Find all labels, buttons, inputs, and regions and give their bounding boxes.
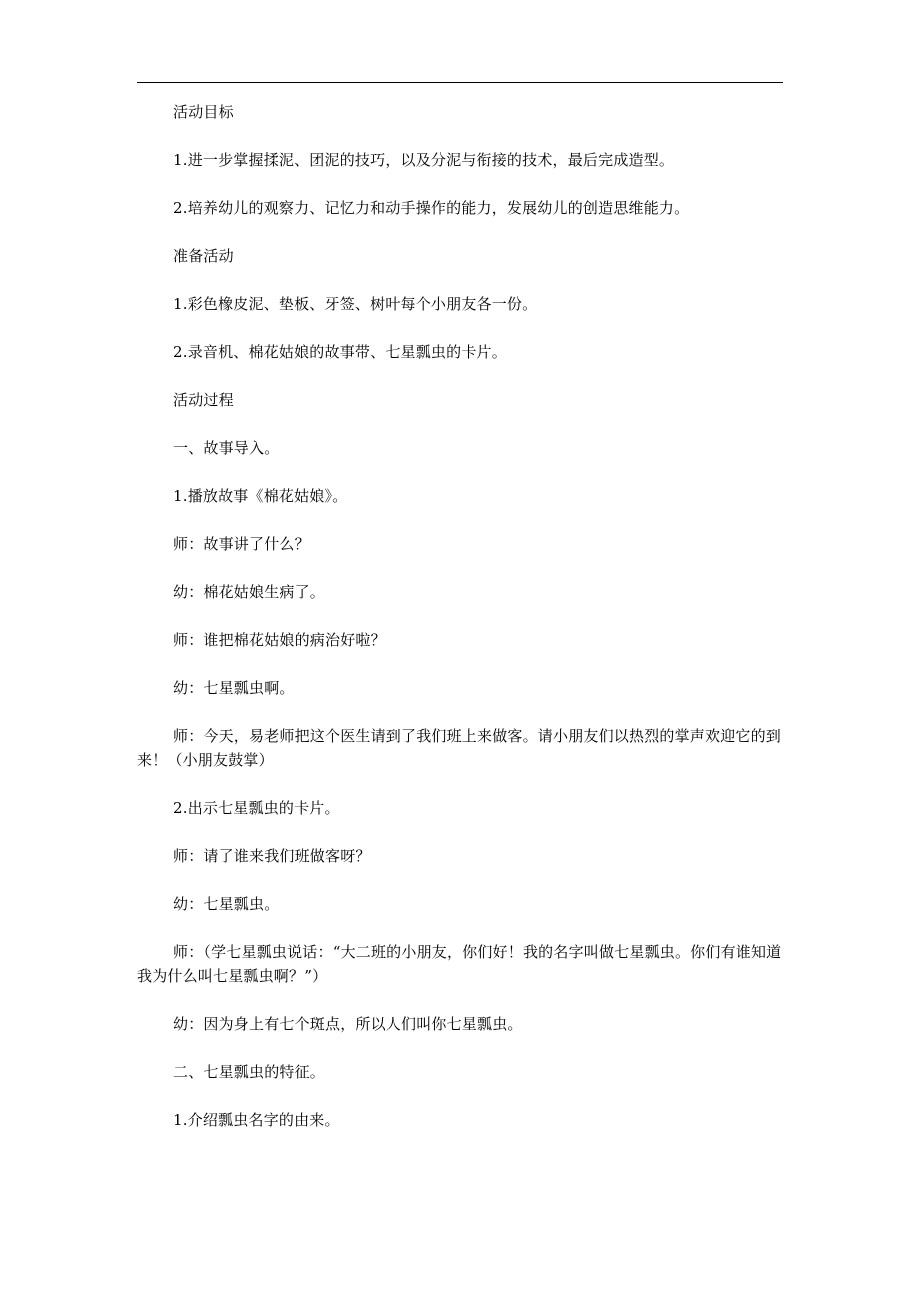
section-heading-preparation: 准备活动: [173, 247, 234, 265]
dialogue-line: 师：请了谁来我们班做客呀？: [173, 847, 371, 865]
preparation-item-1: 1.彩色橡皮泥、垫板、牙签、树叶每个小朋友各一份。: [173, 295, 538, 313]
dialogue-line: 师：故事讲了什么？: [173, 535, 310, 553]
goal-item-2: 2.培养幼儿的观察力、记忆力和动手操作的能力，发展幼儿的创造思维能力。: [173, 199, 690, 217]
process-item-2: 2.出示七星瓢虫的卡片。: [173, 799, 340, 817]
dialogue-line: 师：谁把棉花姑娘的病治好啦？: [173, 631, 386, 649]
process-item-1: 1.播放故事《棉花姑娘》。: [173, 487, 348, 505]
dialogue-line: 师：（学七星瓢虫说话：“大二班的小朋友，你们好！我的名字叫做七星瓢虫。你们有谁知道我为什么叫七星瓢虫啊？”）: [137, 943, 782, 985]
dialogue-line: 幼：七星瓢虫啊。: [173, 679, 295, 697]
process-step-2-heading: 二、七星瓢虫的特征。: [173, 1063, 326, 1081]
preparation-item-2: 2.录音机、棉花姑娘的故事带、七星瓢虫的卡片。: [173, 343, 507, 361]
section-heading-process: 活动过程: [173, 391, 234, 409]
process-item-3: 1.介绍瓢虫名字的由来。: [173, 1111, 340, 1129]
process-step-1-heading: 一、故事导入。: [173, 439, 280, 457]
dialogue-line: 幼：七星瓢虫。: [173, 895, 280, 913]
goal-item-1: 1.进一步掌握揉泥、团泥的技巧，以及分泥与衔接的技术，最后完成造型。: [173, 151, 675, 169]
dialogue-line: 幼：因为身上有七个斑点，所以人们叫你七星瓢虫。: [173, 1015, 523, 1033]
dialogue-line: 幼：棉花姑娘生病了。: [173, 583, 326, 601]
header-rule: [137, 82, 783, 83]
dialogue-line: 师：今天，易老师把这个医生请到了我们班上来做客。请小朋友们以热烈的掌声欢迎它的到来！（小朋友鼓掌）: [137, 727, 782, 769]
section-heading-goals: 活动目标: [173, 103, 234, 121]
document-body: [137, 100, 783, 1156]
